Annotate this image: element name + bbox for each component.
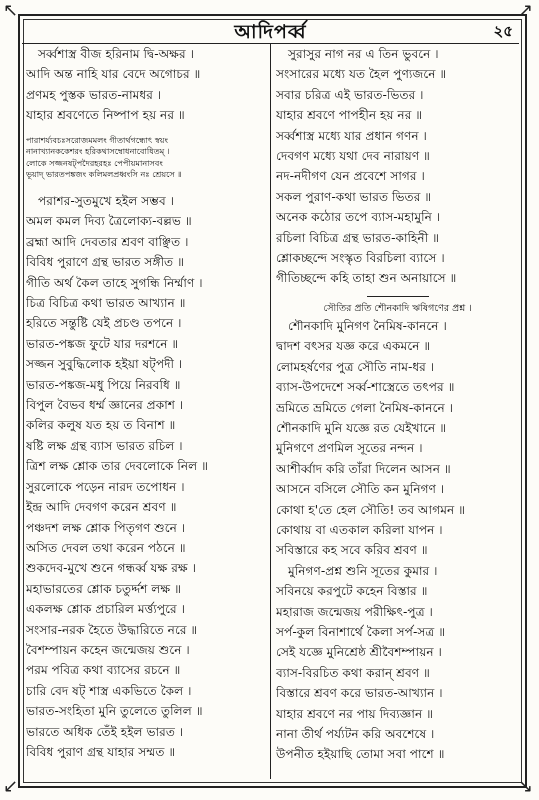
verse-line: মহারাজ জন্মেজয় পরীক্ষিৎ-পুত্র । (276, 604, 433, 619)
verse-line: আদি অন্ত নাহি যার বেদে অগোচর ॥ (26, 67, 201, 82)
verse-line: নদ-নদীগণ যেন প্রবেশে সাগর । (276, 169, 425, 184)
verse-line: বিপুল বৈভব ধর্ম্ম জ্ঞানের প্রকাশ । (26, 398, 184, 413)
verse-line: অমল কমল দিব্য ত্রৈলোক্য-বল্লভ ॥ (26, 214, 192, 229)
verse-line: সবিস্তারে কহ সবে করিব শ্রবণ ॥ (276, 543, 428, 558)
verse-line: কলির কলুষ যত হয় ত বিনাশ ॥ (26, 418, 176, 433)
verse-line: মুনিগণ-প্রশ্ন শুনি সূতের কুমার । (288, 563, 438, 578)
verse-line: বিবিধ পুরাণ গ্রন্থ যাহার সম্মত ॥ (26, 744, 176, 759)
verse-line: নানা তীর্থ পর্য্যটন করি অবশেষে । (276, 727, 435, 741)
verse-line: অসিত দেবল তথা করেন পঠনে ॥ (26, 540, 186, 555)
verse-line: সবিনয়ে করপুটে কহেন বিস্তার ॥ (276, 584, 428, 599)
verse-line: পরাশর-সুতমুখে হইল সম্ভব । (38, 194, 174, 208)
verse-line: সংসারের মধ্যে যত হৈল পুণ্যজনে ॥ (276, 67, 447, 82)
verse-line: মহাভারতের শ্লোক চতুর্দ্দশ লক্ষ ॥ (26, 581, 182, 596)
page-number: ২৫ (493, 22, 513, 40)
verse-line: ভারত-পঙ্কজ ফুটে যার দরশনে ॥ (26, 336, 179, 351)
verse-line: ভ্রমিতে ভ্রমিতে গেলা নৈমিষ-কাননে । (276, 400, 453, 415)
verse-line: আসনে বসিলে সৌতি কন মুনিগণ । (276, 482, 445, 497)
section-subheading: সৌতির প্রতি শৌনকাদি ঋষিগণের প্রশ্ন । (323, 302, 472, 314)
verse-line: সর্ব্বশাস্ত্র বীজ হরিনাম দ্বি-অক্ষর । (38, 47, 194, 61)
verse-line: ষষ্টি লক্ষ গ্রন্থ ব্যাস ভারত রচিল । (26, 438, 183, 453)
verse-line: শৌনকাদি মুনিগণ নৈমিষ-কাননে । (288, 318, 447, 333)
verse-line: মুনিগণে প্রণমিল সূতের নন্দন । (276, 441, 423, 456)
verse-line: উপনীত হইয়াছি তোমা সবা পাশে ॥ (276, 747, 445, 762)
verse-line: ত্রিশ লক্ষ শ্লোক তার দেবলোকে নিল ॥ (26, 459, 208, 474)
verse-line: যাহার শ্রবণে নর পায় দিব্যজ্ঞান ॥ (276, 706, 434, 721)
corner-arrow-top-right-icon: ↗ (518, 0, 534, 21)
verse-line: লোমহর্ষণের পুত্র সৌতি নাম-ধর । (276, 359, 435, 374)
verse-line: আশীর্ব্বাদ করি তাঁরা দিলেন আসন ॥ (276, 461, 451, 476)
verse-line: কোথায় বা এতকাল করিলা যাপন । (276, 522, 443, 537)
verse-line: বৈশম্পায়ন কহেন জন্মেজয় শুনে । (26, 642, 190, 657)
verse-line: ব্যাস-উপদেশে সর্ব্ব-শাস্ত্রেতে তৎপর ॥ (276, 380, 455, 395)
verse-line: গীতিচ্ছন্দে কহি তাহা শুন অনায়াসে ॥ (276, 271, 457, 286)
page-title: আদিপর্ব্ব (234, 21, 307, 43)
verse-line: হরিতে সন্তুষ্টি যেই প্রচণ্ড তপনে । (26, 316, 182, 331)
page-header (22, 17, 519, 44)
verse-line: ব্যাস-বিরচিত কথা করান্ শ্রবণ ॥ (276, 665, 430, 680)
corner-arrow-top-left-icon: ↖ (3, 0, 19, 21)
verse-line: সেই যজ্ঞে মুনিশ্রেষ্ঠ শ্রীবৈশম্পায়ন । (276, 645, 442, 660)
sanskrit-shloka-line: নানাখ্যানককেশরং হরিকথাসম্বোধনাবোধিতম্ । (26, 146, 170, 157)
verse-line: শৌনকাদি মুনি যজ্ঞে রত যেইখানে ॥ (276, 420, 447, 435)
sanskrit-shloka-line: লোকে সজ্জনষট্পদৈরহরহঃ পেপীয়মানাসবং (26, 157, 163, 168)
verse-line: পঞ্চদশ লক্ষ শ্লোক পিতৃগণ শুনে । (26, 520, 186, 535)
verse-line: ব্রহ্মা আদি দেবতার শ্রবণ বাঞ্ছিত । (26, 234, 189, 249)
verse-line: ভারতে অধিক তেঁই হইল ভারত । (26, 724, 184, 739)
verse-line: বিবিধ পুরাণে গ্রন্থ ভারত সঙ্গীত ॥ (26, 255, 184, 270)
verse-line: সকল পুরাণ-কথা ভারত ভিতর ॥ (276, 189, 432, 204)
verse-line: চারি বেদ ষট্ শাস্ত্র একভিতে কৈল । (26, 683, 192, 698)
verse-line: সুরাসুর নাগ নর এ তিন ভুবনে । (288, 47, 439, 61)
verse-line: যাহার শ্রবণেতে নিষ্পাপ হয় নর ॥ (26, 108, 185, 123)
verse-line: সর্ব্বশাস্ত্র মধ্যে যার প্রধান গণন । (276, 128, 427, 143)
sanskrit-shloka-line: পারাশর্য্যবচঃসরোজমমলং গীতার্থগন্ধোৎ স্বয়ং (26, 134, 169, 145)
verse-line: একলক্ষ শ্লোক প্রচারিল মর্ত্ত্যপুরে । (26, 602, 185, 617)
sanskrit-shloka-line: ভূয়াদ্ ভারতপঙ্কজং কলিমলপ্রধ্বংসি নঃ শ্রেয়সে ॥ (26, 169, 182, 180)
verse-line: চিত্র বিচিত্র কথা ভারত আখ্যান ॥ (26, 296, 186, 311)
verse-line: দ্বাদশ বৎসর যজ্ঞ করে একমনে ॥ (276, 339, 431, 354)
verse-line: শ্লোকচ্ছন্দে সংস্কৃত বিরচিলা ব্যাসে । (276, 251, 445, 266)
verse-line: পরম পবিত্র কথা ব্যাসের রচনে ॥ (26, 663, 181, 678)
verse-line: রচিলা বিচিত্র গ্রন্থ ভারত-কাহিনী ॥ (276, 230, 439, 245)
verse-line: সংসার-নরক হৈতে উদ্ধারিতে নরে ॥ (26, 622, 198, 637)
verse-line: ভারত-পঙ্কজ-মধু পিয়ে নিরবধি ॥ (26, 377, 181, 392)
verse-line: সজ্জন সুবুদ্ধিলোক হইয়া ষট্পদী । (26, 357, 183, 372)
verse-line: সবার চরিত্র এই ভারত-ভিতর । (276, 87, 424, 102)
verse-line: প্রণমহ পুস্তক ভারত-নামধর । (26, 87, 162, 102)
verse-line: অনেক কঠোর তপে ব্যাস-মহামুনি । (276, 210, 441, 225)
verse-line: কোথা হ'তে হেল সৌতি! তব আগমন ॥ (276, 502, 466, 517)
verse-line: শুকদেব-মুখে শুনে গন্ধর্ব্ব যক্ষ রক্ষ । (26, 561, 197, 576)
verse-line: সর্প-কুল বিনাশার্থে কৈলা সর্প-সত্র ॥ (276, 624, 446, 639)
verse-line: বিস্তারে শ্রবণ করে ভারত-আখ্যান । (276, 686, 443, 701)
corner-arrow-bottom-right-icon: ↘ (518, 776, 534, 797)
verse-line: সুরলোকে পড়েন নারদ তপোধন । (26, 479, 185, 494)
verse-line: গীতি অর্থ কৈল তাহে সুগন্ধি নির্ম্মাণ । (26, 275, 203, 290)
verse-line: ইন্দ্র আদি দেবগণ করেন শ্রবণ ॥ (26, 500, 177, 515)
verse-line: দেবগণ মধ্যে যথা দেব নারায়ণ ॥ (276, 149, 430, 164)
column-divider (270, 44, 271, 779)
left-column (26, 44, 268, 762)
right-column (276, 44, 519, 765)
section-rule (367, 296, 429, 297)
corner-arrow-bottom-left-icon: ↙ (3, 776, 19, 797)
verse-line: ভারত-সংহিতা মুনি তুলেতে তুলিল ॥ (26, 704, 203, 719)
verse-line: যাহার শ্রবণে পাপহীন হয় নর ॥ (276, 108, 423, 123)
